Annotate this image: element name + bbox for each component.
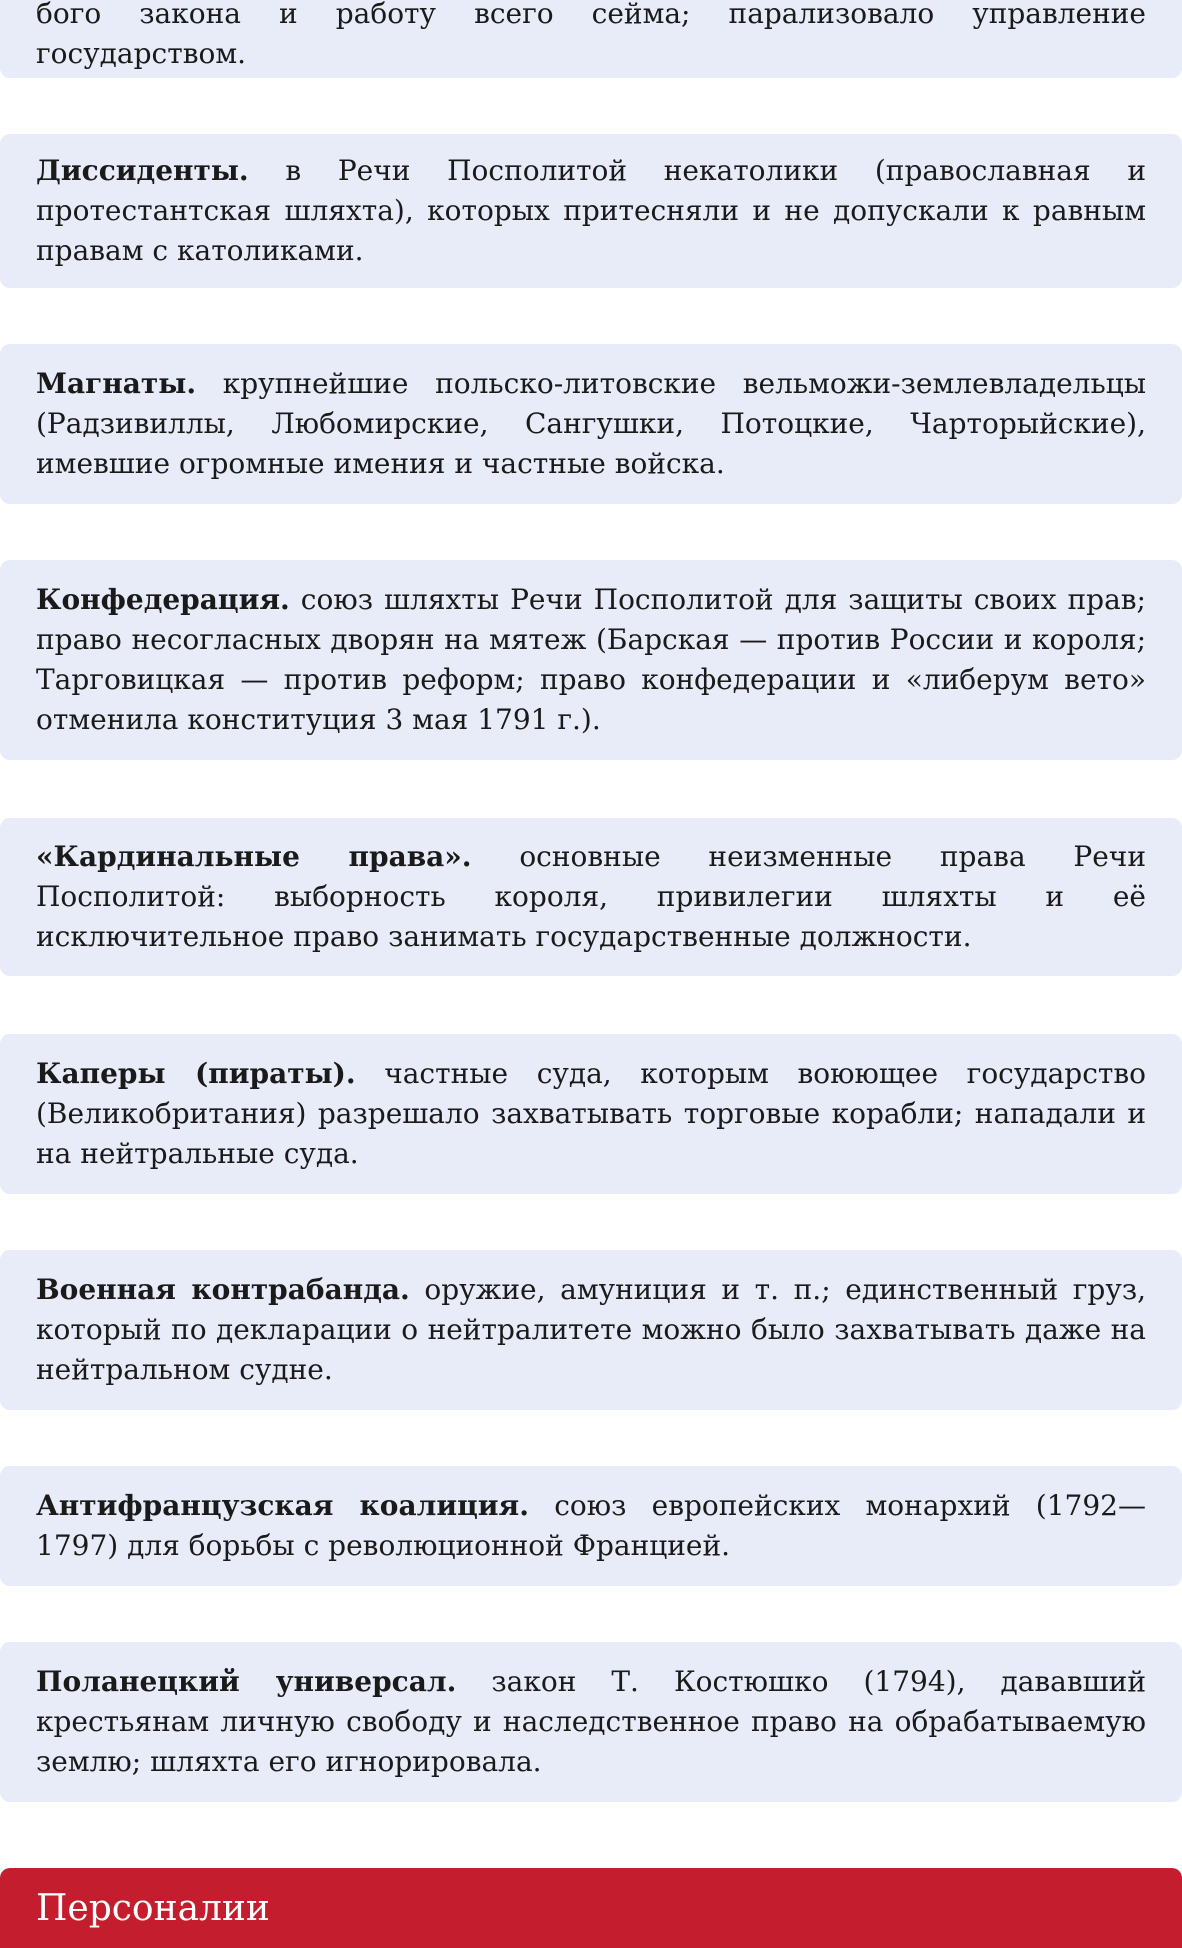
term-card-magnates <box>0 344 1182 504</box>
term-card-contraband <box>0 1250 1182 1410</box>
term-title: Военная контрабанда. <box>36 1273 410 1306</box>
term-text <box>36 837 1146 957</box>
section-header <box>0 1868 1182 1948</box>
term-title: Конфедерация. <box>36 583 290 616</box>
section-title: Персоналии <box>36 1887 270 1929</box>
term-text <box>36 1270 1146 1390</box>
term-title: Магнаты. <box>36 367 197 400</box>
term-text <box>36 151 1146 271</box>
term-definition: закон Т. Костюшко (1794), дававший крестьянам личную свободу и наследственное право на обрабатываемую землю; шляхта его игнорировала. <box>36 1665 1146 1778</box>
term-text <box>36 364 1146 484</box>
term-definition: крупнейшие польско-литовские вельможи-землевладельцы (Радзивиллы, Любомирские, Сангушки, Потоцкие, Чарторыйские), имевшие огромные имения и частные войска. <box>36 367 1146 480</box>
term-card-coalition <box>0 1466 1182 1586</box>
term-card-polaniec <box>0 1642 1182 1802</box>
term-title: «Кардинальные права». <box>36 840 472 873</box>
term-card-privateers <box>0 1034 1182 1194</box>
term-definition: частные суда, которым воюющее государство (Великобритания) разрешало захватывать торговые корабли; нападали и на нейтральные суда. <box>36 1057 1146 1170</box>
term-text <box>36 1662 1146 1782</box>
term-card-continuation <box>0 0 1182 78</box>
term-card-cardinal-rights <box>0 818 1182 976</box>
term-text <box>36 1054 1146 1174</box>
term-title: Диссиденты. <box>36 154 249 187</box>
term-definition: союз шляхты Речи Посполитой для защиты своих прав; право несогласных дворян на мятеж (Барская — против России и короля; Тарговицкая — против реформ; право конфедерации и «либерум вето» отменила конституция 3 мая 1791 г.). <box>36 583 1146 736</box>
term-definition: бого закона и работу всего сейма; парализовало управление государством. <box>36 0 1146 70</box>
term-definition: союз европейских монархий (1792—1797) для борьбы с революционной Францией. <box>36 1489 1146 1562</box>
term-definition: в Речи Посполитой некатолики (православная и протестантская шляхта), которых притесняли и не допускали к равным правам с католиками. <box>36 154 1146 267</box>
term-card-dissidents <box>0 134 1182 288</box>
term-text <box>36 0 1146 74</box>
term-card-confederation <box>0 560 1182 760</box>
term-title: Антифранцузская коалиция. <box>36 1489 529 1522</box>
term-title: Поланецкий универсал. <box>36 1665 457 1698</box>
term-definition: основные неизменные права Речи Посполитой: выборность короля, привилегии шляхты и её исключительное право занимать государственные должности. <box>36 840 1146 953</box>
term-definition: оружие, амуниция и т. п.; единственный груз, который по декларации о нейтралитете можно было захватывать даже на нейтральном судне. <box>36 1273 1146 1386</box>
term-text <box>36 1486 1146 1566</box>
term-text <box>36 580 1146 740</box>
term-title: Каперы (пираты). <box>36 1057 356 1090</box>
